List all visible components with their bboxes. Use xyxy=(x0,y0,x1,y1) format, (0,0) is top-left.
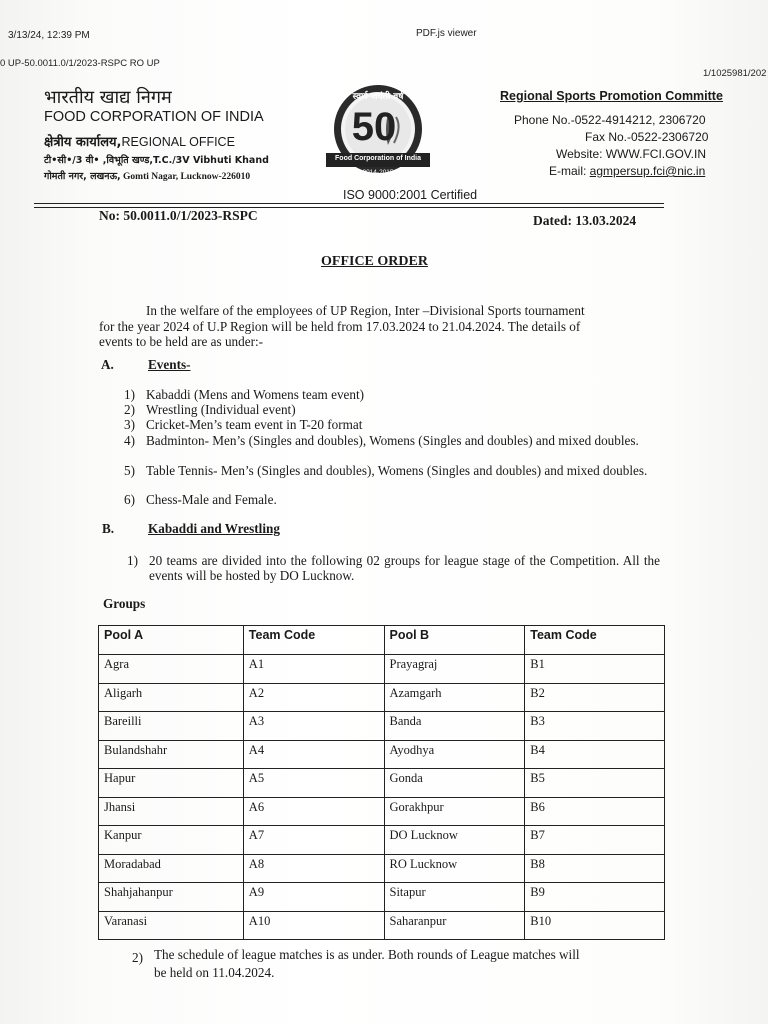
order-number: No: 50.0011.0/1/2023-RSPC xyxy=(99,208,258,223)
email-address[interactable]: agmpersup.fci@nic.in xyxy=(589,164,706,178)
list-item xyxy=(124,387,660,403)
table-row xyxy=(99,911,665,940)
table-cell: Saharanpur xyxy=(384,911,525,940)
table-cell: Jhansi xyxy=(99,797,244,826)
logo-years: 2014-2015 xyxy=(362,169,394,176)
org-name: FOOD CORPORATION OF INDIA xyxy=(44,109,264,125)
table-cell: Moradabad xyxy=(99,854,244,883)
table-header-row xyxy=(99,626,665,655)
fci-golden-jubilee-logo xyxy=(318,83,438,183)
list-item-number: 2) xyxy=(124,402,135,417)
table-cell: B7 xyxy=(525,826,665,855)
section-b-heading: Kabaddi and Wrestling xyxy=(148,521,280,536)
list-item-text: Table Tennis- Men’s (Singles and doubles), Womens (Singles and doubles) and mixed doubles. xyxy=(146,463,648,478)
table-row xyxy=(99,826,665,855)
table-row xyxy=(99,655,665,684)
address-line-2 xyxy=(44,169,250,182)
column-header: Pool A xyxy=(99,626,244,655)
address-line-1: टी•सी•/3 वी• ,विभूति खण्ड,T.C./3V Vibhuti Khand xyxy=(44,155,269,166)
list-item-text: 20 teams are divided into the following 02 groups for league stage of the Competition. All the events will be hosted by DO Lucknow. xyxy=(149,553,660,583)
table-cell: A1 xyxy=(243,655,384,684)
table-cell: Azamgarh xyxy=(384,683,525,712)
table-cell: A7 xyxy=(243,826,384,855)
table-cell: A2 xyxy=(243,683,384,712)
header-divider xyxy=(34,203,664,204)
table-cell: A4 xyxy=(243,740,384,769)
document-reference-left: 0 UP-50.0011.0/1/2023-RSPC RO UP xyxy=(0,58,160,69)
address-hindi-part: गोमती नगर, लखनऊ, xyxy=(44,171,121,182)
table-row xyxy=(99,854,665,883)
table-cell: Kanpur xyxy=(99,826,244,855)
intro-line-2: for the year 2024 of U.P Region will be held from 17.03.2024 to 21.04.2024. The details of xyxy=(99,319,581,334)
table-cell: Gorakhpur xyxy=(384,797,525,826)
committee-name: Regional Sports Promotion Committe xyxy=(500,89,723,103)
table-cell: B4 xyxy=(525,740,665,769)
table-cell: Agra xyxy=(99,655,244,684)
email-line xyxy=(549,164,705,178)
column-header: Team Code xyxy=(525,626,665,655)
logo-top-text: स्वर्ण जयंती वर्ष xyxy=(352,92,404,102)
table-cell: B6 xyxy=(525,797,665,826)
intro-line-3: events to be held are as under:- xyxy=(99,334,264,349)
intro-line-1: In the welfare of the employees of UP Region, Inter –Divisional Sports tournament xyxy=(146,303,585,318)
list-item xyxy=(124,463,660,493)
table-row xyxy=(99,883,665,912)
table-cell: Bulandshahr xyxy=(99,740,244,769)
table-cell: A3 xyxy=(243,712,384,741)
table-cell: A8 xyxy=(243,854,384,883)
list-item-number: 5) xyxy=(124,463,135,478)
regional-office-label: REGIONAL OFFICE xyxy=(121,135,235,149)
section-a-letter: A. xyxy=(101,357,114,372)
list-item xyxy=(124,492,660,508)
table-cell: Shahjahanpur xyxy=(99,883,244,912)
list-item xyxy=(124,417,660,433)
list-item-number: 1) xyxy=(127,553,138,568)
groups-label: Groups xyxy=(103,596,146,611)
table-row xyxy=(99,769,665,798)
column-header: Pool B xyxy=(384,626,525,655)
fax-number: Fax No.-0522-2306720 xyxy=(585,130,709,144)
table-cell: B3 xyxy=(525,712,665,741)
table-row xyxy=(99,740,665,769)
table-cell: Hapur xyxy=(99,769,244,798)
section-b-letter: B. xyxy=(102,521,115,536)
table-row xyxy=(99,683,665,712)
table-cell: B8 xyxy=(525,854,665,883)
table-cell: RO Lucknow xyxy=(384,854,525,883)
logo-ribbon-text: Food Corporation of India xyxy=(335,155,421,162)
point-2-number: 2) xyxy=(132,950,143,965)
table-cell: A10 xyxy=(243,911,384,940)
table-cell: B10 xyxy=(525,911,665,940)
order-date: Dated: 13.03.2024 xyxy=(533,213,637,228)
list-item xyxy=(124,402,660,418)
table-cell: A5 xyxy=(243,769,384,798)
table-cell: Aligarh xyxy=(99,683,244,712)
list-item-number: 4) xyxy=(124,433,135,448)
email-label: E-mail: xyxy=(549,164,590,178)
table-cell: Varanasi xyxy=(99,911,244,940)
iso-certification: ISO 9000:2001 Certified xyxy=(343,188,478,202)
table-cell: A6 xyxy=(243,797,384,826)
section-b-point-1 xyxy=(127,553,660,585)
website: Website: WWW.FCI.GOV.IN xyxy=(556,147,707,161)
table-cell: Banda xyxy=(384,712,525,741)
table-cell: Ayodhya xyxy=(384,740,525,769)
print-timestamp: 3/13/24, 12:39 PM xyxy=(8,30,90,41)
viewer-title: PDF.js viewer xyxy=(416,28,477,39)
table-cell: Gonda xyxy=(384,769,525,798)
section-a-heading: Events- xyxy=(148,357,191,372)
table-cell: DO Lucknow xyxy=(384,826,525,855)
table-cell: B2 xyxy=(525,683,665,712)
point-2-line-1: The schedule of league matches is as under. Both rounds of League matches will xyxy=(154,947,580,962)
logo-number: 50 xyxy=(351,105,397,149)
hindi-office-label: क्षेत्रीय कार्यालय, xyxy=(44,135,122,150)
list-item-text: Kabaddi (Mens and Womens team event) xyxy=(146,387,365,402)
table-cell: Prayagraj xyxy=(384,655,525,684)
address-english-part: Gomti Nagar, Lucknow-226010 xyxy=(123,172,251,182)
list-item-number: 3) xyxy=(124,417,135,432)
table-cell: Sitapur xyxy=(384,883,525,912)
list-item-text: Wrestling (Individual event) xyxy=(146,402,296,417)
table-cell: Bareilli xyxy=(99,712,244,741)
list-item-text: Badminton- Men’s (Singles and doubles), Womens (Singles and doubles) and mixed doubles. xyxy=(146,433,639,448)
groups-table xyxy=(98,625,665,940)
list-item xyxy=(124,433,660,463)
table-cell: B9 xyxy=(525,883,665,912)
list-item-text: Chess-Male and Female. xyxy=(146,492,277,507)
table-cell: A9 xyxy=(243,883,384,912)
page-title: OFFICE ORDER xyxy=(321,254,428,269)
column-header: Team Code xyxy=(243,626,384,655)
office-line xyxy=(44,132,235,150)
table-cell: B1 xyxy=(525,655,665,684)
phone-number: Phone No.-0522-4914212, 2306720 xyxy=(514,113,706,127)
table-row xyxy=(99,797,665,826)
table-cell: B5 xyxy=(525,769,665,798)
list-item-number: 1) xyxy=(124,387,135,402)
hindi-org-name: भारतीय खाद्य निगम xyxy=(44,87,172,108)
point-2-line-2: be held on 11.04.2024. xyxy=(154,965,275,980)
table-row xyxy=(99,712,665,741)
list-item-number: 6) xyxy=(124,492,135,507)
list-item-text: Cricket-Men’s team event in T-20 format xyxy=(146,417,363,432)
document-reference-right: 1/1025981/202 xyxy=(703,68,767,79)
